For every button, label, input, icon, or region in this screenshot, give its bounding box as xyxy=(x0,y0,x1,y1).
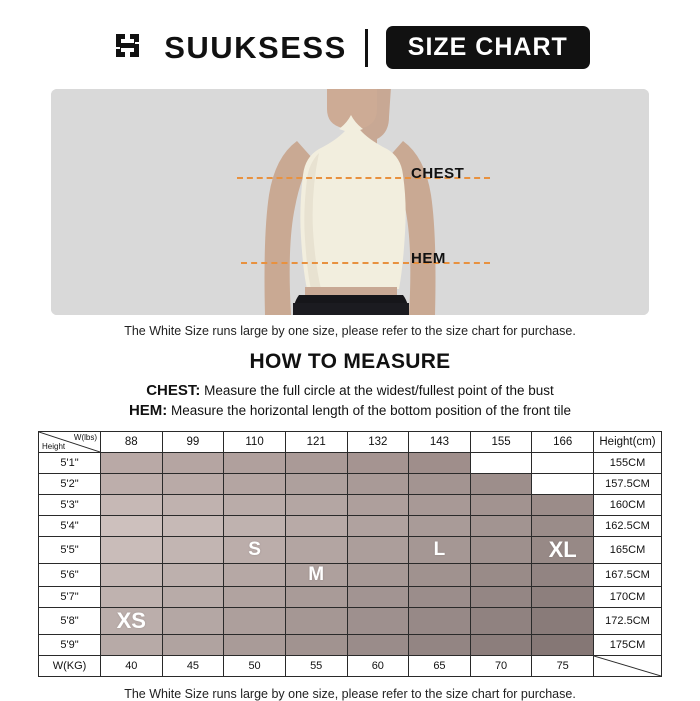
size-cell xyxy=(224,453,286,474)
corner-weight-label: W(lbs) xyxy=(73,433,97,442)
top-note: The White Size runs large by one size, please refer to the size chart for purchase. xyxy=(124,324,576,338)
size-cell xyxy=(101,495,163,516)
weight-header-7: 166 xyxy=(532,432,594,453)
size-cell xyxy=(470,495,532,516)
weight-kg-6: 70 xyxy=(470,656,532,677)
weight-header-2: 110 xyxy=(224,432,286,453)
kg-row-empty-cell xyxy=(594,656,662,677)
header-divider xyxy=(365,29,368,67)
weight-header-5: 143 xyxy=(409,432,471,453)
weight-header-1: 99 xyxy=(162,432,224,453)
table-row xyxy=(39,608,662,635)
table-row xyxy=(39,537,662,564)
weight-header-0: 88 xyxy=(101,432,163,453)
height-cm-label: 172.5CM xyxy=(594,608,662,635)
how-to-measure-hem xyxy=(0,402,700,419)
size-cell xyxy=(224,587,286,608)
size-cell xyxy=(285,516,347,537)
size-cell xyxy=(470,474,532,495)
table-row xyxy=(39,474,662,495)
height-cm-label: 175CM xyxy=(594,635,662,656)
size-cell xyxy=(532,474,594,495)
table-row xyxy=(39,495,662,516)
weight-kg-1: 45 xyxy=(162,656,224,677)
size-cell xyxy=(409,537,471,564)
size-cell xyxy=(101,608,163,635)
size-cell xyxy=(470,608,532,635)
height-cm-label: 160CM xyxy=(594,495,662,516)
size-table xyxy=(38,431,662,677)
model-illustration xyxy=(51,89,649,315)
suuksess-s-monogram-icon xyxy=(110,28,150,68)
size-cell xyxy=(347,635,409,656)
height-ft-label: 5'3" xyxy=(39,495,101,516)
height-ft-label: 5'7" xyxy=(39,587,101,608)
size-cell xyxy=(224,635,286,656)
page-header xyxy=(0,0,700,83)
size-cell xyxy=(409,564,471,587)
size-marker: M xyxy=(308,564,325,585)
size-cell xyxy=(285,495,347,516)
size-cell xyxy=(285,537,347,564)
size-cell xyxy=(470,587,532,608)
size-marker: XS xyxy=(116,608,146,633)
size-cell xyxy=(162,587,224,608)
size-cell xyxy=(409,516,471,537)
size-cell xyxy=(224,474,286,495)
table-row xyxy=(39,587,662,608)
size-cell xyxy=(285,474,347,495)
size-cell xyxy=(162,516,224,537)
weight-header-3: 121 xyxy=(285,432,347,453)
size-cell xyxy=(101,587,163,608)
size-cell xyxy=(101,453,163,474)
height-ft-label: 5'1" xyxy=(39,453,101,474)
size-cell xyxy=(101,516,163,537)
size-cell xyxy=(224,516,286,537)
weight-kg-0: 40 xyxy=(101,656,163,677)
brand-name: SUUKSESS xyxy=(164,29,347,65)
size-cell xyxy=(470,453,532,474)
size-cell xyxy=(101,537,163,564)
size-cell xyxy=(532,516,594,537)
height-ft-label: 5'9" xyxy=(39,635,101,656)
size-table-body xyxy=(39,453,662,656)
size-cell xyxy=(347,516,409,537)
size-marker: S xyxy=(248,539,261,560)
height-cm-label: 155CM xyxy=(594,453,662,474)
size-cell xyxy=(409,495,471,516)
how-to-measure-chest xyxy=(0,382,700,399)
size-cell xyxy=(532,495,594,516)
table-row xyxy=(39,516,662,537)
size-cell xyxy=(409,608,471,635)
size-cell xyxy=(162,537,224,564)
size-cell xyxy=(285,453,347,474)
size-cell xyxy=(347,474,409,495)
size-cell xyxy=(532,537,594,564)
height-cm-label: 162.5CM xyxy=(594,516,662,537)
size-cell xyxy=(409,635,471,656)
hem-term: HEM: xyxy=(128,402,168,419)
size-cell xyxy=(532,635,594,656)
chest-measure-label: CHEST xyxy=(411,165,465,182)
height-cm-label: 167.5CM xyxy=(594,564,662,587)
hem-measure-label: HEM xyxy=(411,250,446,267)
height-cm-header: Height(cm) xyxy=(594,432,662,453)
height-cm-label: 170CM xyxy=(594,587,662,608)
size-cell xyxy=(470,537,532,564)
table-row xyxy=(39,635,662,656)
size-cell xyxy=(285,608,347,635)
table-corner-cell xyxy=(39,432,101,453)
size-cell xyxy=(285,635,347,656)
bottom-note: The White Size runs large by one size, please refer to the size chart for purchase. xyxy=(124,687,576,701)
size-cell xyxy=(162,564,224,587)
size-cell xyxy=(285,587,347,608)
size-cell xyxy=(224,495,286,516)
corner-height-label: Height xyxy=(42,442,66,451)
height-ft-label: 5'8" xyxy=(39,608,101,635)
size-cell xyxy=(470,635,532,656)
size-cell xyxy=(347,587,409,608)
height-ft-label: 5'5" xyxy=(39,537,101,564)
chest-term: CHEST: xyxy=(146,382,201,399)
hem-measure-line xyxy=(241,262,490,264)
size-cell xyxy=(224,608,286,635)
table-row xyxy=(39,564,662,587)
weight-kg-5: 65 xyxy=(409,656,471,677)
size-cell xyxy=(101,635,163,656)
weight-header-4: 132 xyxy=(347,432,409,453)
height-cm-label: 157.5CM xyxy=(594,474,662,495)
size-cell xyxy=(162,474,224,495)
height-ft-label: 5'6" xyxy=(39,564,101,587)
size-chart-badge: SIZE CHART xyxy=(386,26,590,69)
size-cell xyxy=(224,564,286,587)
size-marker: XL xyxy=(548,537,577,562)
size-cell xyxy=(224,537,286,564)
size-marker: L xyxy=(433,539,446,560)
weight-header-6: 155 xyxy=(470,432,532,453)
weight-kg-7: 75 xyxy=(532,656,594,677)
how-to-measure-title: HOW TO MEASURE xyxy=(249,350,451,373)
size-cell xyxy=(532,564,594,587)
size-cell xyxy=(347,537,409,564)
size-cell xyxy=(162,495,224,516)
size-cell xyxy=(470,564,532,587)
size-cell xyxy=(409,587,471,608)
weight-kg-3: 55 xyxy=(285,656,347,677)
kg-row-label: W(KG) xyxy=(39,656,101,677)
table-kg-row xyxy=(39,656,662,677)
size-table-wrapper xyxy=(38,431,662,677)
size-cell xyxy=(347,608,409,635)
size-cell xyxy=(532,587,594,608)
size-cell xyxy=(347,453,409,474)
size-cell xyxy=(162,635,224,656)
size-cell xyxy=(162,608,224,635)
size-cell xyxy=(101,564,163,587)
size-cell xyxy=(162,453,224,474)
table-header-row xyxy=(39,432,662,453)
height-ft-label: 5'2" xyxy=(39,474,101,495)
size-cell xyxy=(470,516,532,537)
model-photo xyxy=(51,89,649,315)
height-ft-label: 5'4" xyxy=(39,516,101,537)
size-cell xyxy=(101,474,163,495)
height-cm-label: 165CM xyxy=(594,537,662,564)
weight-kg-2: 50 xyxy=(224,656,286,677)
weight-kg-4: 60 xyxy=(347,656,409,677)
size-cell xyxy=(347,495,409,516)
size-cell xyxy=(409,474,471,495)
size-cell xyxy=(285,564,347,587)
table-row xyxy=(39,453,662,474)
chest-desc: Measure the full circle at the widest/fullest point of the bust xyxy=(200,383,554,398)
size-cell xyxy=(347,564,409,587)
hem-desc: Measure the horizontal length of the bottom position of the front tile xyxy=(167,403,572,418)
size-cell xyxy=(532,453,594,474)
size-cell xyxy=(532,608,594,635)
size-cell xyxy=(409,453,471,474)
